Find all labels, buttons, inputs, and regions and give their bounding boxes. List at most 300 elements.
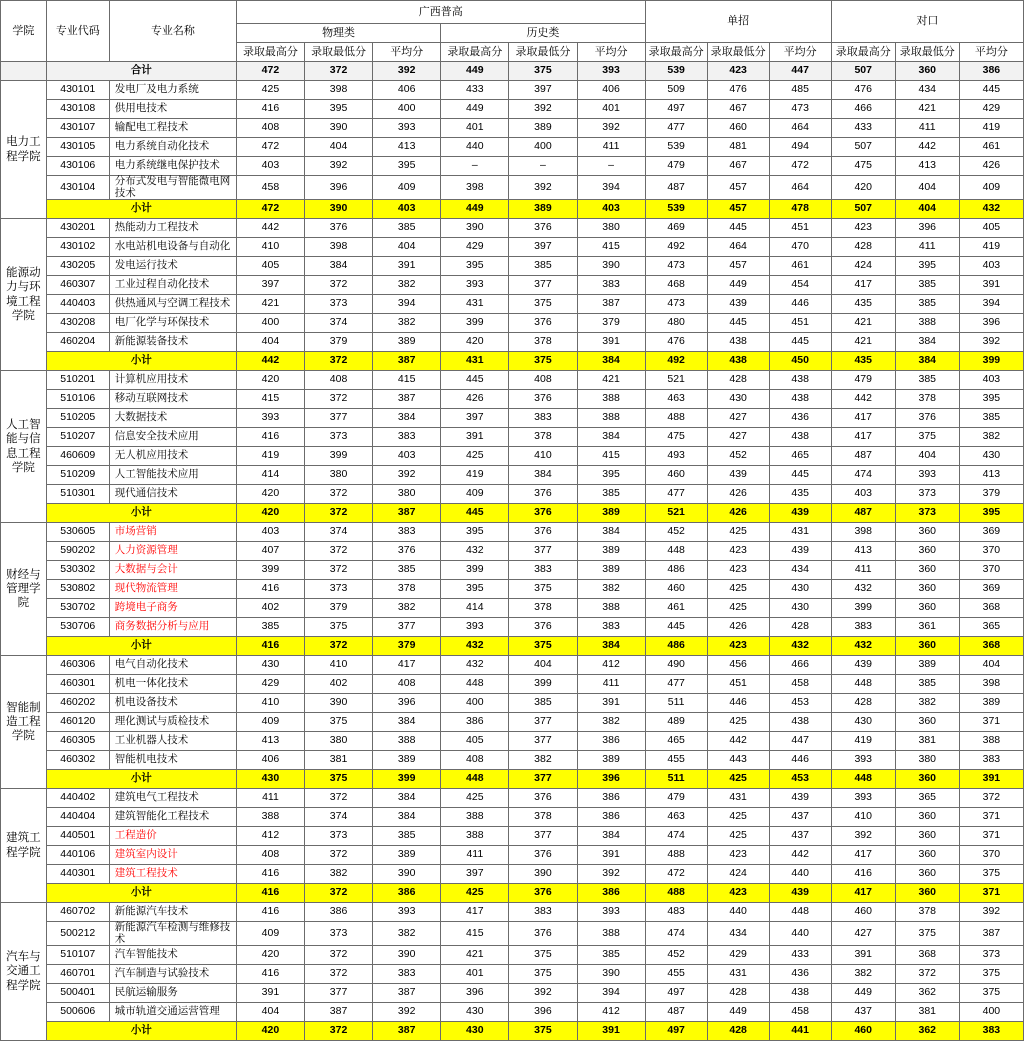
score-cell-1: 377: [305, 409, 373, 428]
college-name-2: 人工智能与信息工程学院: [1, 371, 47, 523]
score-cell-11: 372: [959, 789, 1023, 808]
score-cell-11: 373: [959, 946, 1023, 965]
subtotal-value-8: 450: [769, 352, 831, 371]
score-cell-5: 389: [577, 542, 645, 561]
score-cell-4: 385: [509, 694, 577, 713]
table-row-subtotal: [1, 200, 1024, 219]
score-cell-1: 380: [305, 466, 373, 485]
score-cell-9: 433: [831, 119, 895, 138]
score-cell-5: 390: [577, 965, 645, 984]
score-cell-4: 376: [509, 846, 577, 865]
major-name: 民航运输服务: [109, 984, 236, 1003]
score-cell-1: 395: [305, 100, 373, 119]
score-cell-8: 439: [769, 789, 831, 808]
score-cell-11: 403: [959, 257, 1023, 276]
major-code: 430101: [46, 81, 109, 100]
score-cell-10: 393: [895, 466, 959, 485]
score-cell-8: 448: [769, 903, 831, 922]
score-cell-7: 423: [707, 561, 769, 580]
subtotal-value-8: 439: [769, 884, 831, 903]
score-cell-4: 378: [509, 333, 577, 352]
score-cell-10: 411: [895, 119, 959, 138]
subtotal-value-0: 442: [236, 352, 304, 371]
score-cell-5: 412: [577, 1003, 645, 1022]
score-cell-3: 432: [441, 542, 509, 561]
score-cell-6: 487: [645, 1003, 707, 1022]
table-row: [1, 119, 1024, 138]
score-cell-6: 497: [645, 100, 707, 119]
score-cell-0: 412: [236, 827, 304, 846]
major-code: 460120: [46, 713, 109, 732]
score-cell-11: 426: [959, 157, 1023, 176]
major-name: 建筑智能化工程技术: [109, 808, 236, 827]
score-cell-4: 377: [509, 276, 577, 295]
score-cell-7: 440: [707, 903, 769, 922]
score-cell-2: 382: [373, 922, 441, 946]
major-name: 机电一体化技术: [109, 675, 236, 694]
score-cell-0: 391: [236, 984, 304, 1003]
subtotal-value-3: 432: [441, 637, 509, 656]
score-cell-7: 476: [707, 81, 769, 100]
score-cell-7: 425: [707, 808, 769, 827]
table-row: [1, 523, 1024, 542]
major-name: 跨境电子商务: [109, 599, 236, 618]
score-cell-2: 406: [373, 81, 441, 100]
score-cell-3: 395: [441, 580, 509, 599]
subtotal-value-2: 387: [373, 352, 441, 371]
college-name-3: 财经与管理学院: [1, 523, 47, 656]
score-cell-0: 430: [236, 656, 304, 675]
subtotal-value-7: 438: [707, 352, 769, 371]
table-row: [1, 333, 1024, 352]
subtotal-value-10: 360: [895, 884, 959, 903]
score-cell-8: 451: [769, 219, 831, 238]
score-cell-4: 376: [509, 219, 577, 238]
score-cell-4: 397: [509, 81, 577, 100]
score-cell-2: 392: [373, 1003, 441, 1022]
subtotal-value-0: 420: [236, 1022, 304, 1041]
score-cell-6: 477: [645, 675, 707, 694]
score-cell-0: 403: [236, 157, 304, 176]
table-row: [1, 903, 1024, 922]
score-cell-5: 411: [577, 138, 645, 157]
score-cell-4: 397: [509, 238, 577, 257]
score-cell-4: 378: [509, 599, 577, 618]
score-cell-0: 416: [236, 428, 304, 447]
score-cell-7: 445: [707, 219, 769, 238]
subtotal-value-3: 449: [441, 200, 509, 219]
subtotal-label: 小计: [46, 200, 236, 219]
score-cell-3: 399: [441, 314, 509, 333]
score-cell-3: 429: [441, 238, 509, 257]
score-cell-6: 521: [645, 371, 707, 390]
score-cell-0: 405: [236, 257, 304, 276]
total-label: 合计: [46, 62, 236, 81]
score-cell-8: 437: [769, 808, 831, 827]
score-cell-7: 449: [707, 1003, 769, 1022]
score-cell-0: 409: [236, 713, 304, 732]
score-cell-3: 411: [441, 846, 509, 865]
score-cell-7: 467: [707, 100, 769, 119]
score-cell-5: 383: [577, 618, 645, 637]
score-cell-2: 403: [373, 447, 441, 466]
score-cell-11: 430: [959, 447, 1023, 466]
major-name: 供热通风与空调工程技术: [109, 295, 236, 314]
score-cell-1: 398: [305, 81, 373, 100]
major-name: 计算机应用技术: [109, 371, 236, 390]
score-cell-6: 486: [645, 561, 707, 580]
score-cell-5: 401: [577, 100, 645, 119]
subtotal-value-9: 448: [831, 770, 895, 789]
score-cell-11: 371: [959, 808, 1023, 827]
score-cell-11: 383: [959, 751, 1023, 770]
score-cell-11: 403: [959, 371, 1023, 390]
score-cell-3: 445: [441, 371, 509, 390]
score-cell-2: 395: [373, 157, 441, 176]
major-name: 水电站机电设备与自动化: [109, 238, 236, 257]
score-cell-2: 377: [373, 618, 441, 637]
header-phys-max: 录取最高分: [236, 43, 304, 62]
score-cell-7: 425: [707, 827, 769, 846]
major-name: 汽车智能技术: [109, 946, 236, 965]
subtotal-value-5: 396: [577, 770, 645, 789]
score-cell-5: 387: [577, 295, 645, 314]
major-code: 430107: [46, 119, 109, 138]
score-cell-7: 427: [707, 428, 769, 447]
score-cell-5: 380: [577, 219, 645, 238]
score-cell-2: 390: [373, 865, 441, 884]
score-cell-5: 391: [577, 333, 645, 352]
score-cell-11: 368: [959, 599, 1023, 618]
score-cell-6: 468: [645, 276, 707, 295]
score-cell-3: 421: [441, 946, 509, 965]
score-cell-9: 430: [831, 713, 895, 732]
score-cell-2: 385: [373, 219, 441, 238]
score-cell-0: 420: [236, 371, 304, 390]
score-cell-4: 378: [509, 808, 577, 827]
college-name-1: 能源动力与环境工程学院: [1, 219, 47, 371]
score-cell-2: 417: [373, 656, 441, 675]
major-name: 移动互联网技术: [109, 390, 236, 409]
subtotal-value-7: 423: [707, 637, 769, 656]
total-value-6: 539: [645, 62, 707, 81]
score-cell-6: 473: [645, 295, 707, 314]
score-cell-8: 446: [769, 295, 831, 314]
score-cell-8: 447: [769, 732, 831, 751]
score-cell-3: 417: [441, 903, 509, 922]
major-code: 510106: [46, 390, 109, 409]
score-cell-10: 376: [895, 409, 959, 428]
score-cell-2: 384: [373, 409, 441, 428]
major-code: 440501: [46, 827, 109, 846]
major-name: 智能机电技术: [109, 751, 236, 770]
score-cell-6: 477: [645, 485, 707, 504]
score-cell-8: 465: [769, 447, 831, 466]
score-cell-10: 411: [895, 238, 959, 257]
score-cell-8: 472: [769, 157, 831, 176]
total-value-11: 386: [959, 62, 1023, 81]
score-cell-10: 360: [895, 542, 959, 561]
table-row: [1, 808, 1024, 827]
subtotal-value-2: 379: [373, 637, 441, 656]
score-cell-5: 421: [577, 371, 645, 390]
score-cell-6: 474: [645, 827, 707, 846]
score-cell-9: 421: [831, 314, 895, 333]
score-cell-7: 464: [707, 238, 769, 257]
total-value-2: 392: [373, 62, 441, 81]
subtotal-value-11: 383: [959, 1022, 1023, 1041]
score-cell-7: 443: [707, 751, 769, 770]
score-cell-8: 440: [769, 922, 831, 946]
score-cell-8: 436: [769, 965, 831, 984]
score-cell-5: 388: [577, 409, 645, 428]
score-cell-11: 389: [959, 694, 1023, 713]
score-cell-1: 399: [305, 447, 373, 466]
score-cell-7: 439: [707, 466, 769, 485]
college-name-0: 电力工程学院: [1, 81, 47, 219]
score-cell-10: 382: [895, 694, 959, 713]
table-row: [1, 656, 1024, 675]
score-cell-9: 410: [831, 808, 895, 827]
score-cell-6: 479: [645, 789, 707, 808]
score-cell-3: 440: [441, 138, 509, 157]
subtotal-value-8: 453: [769, 770, 831, 789]
major-name: 大数据技术: [109, 409, 236, 428]
score-cell-11: 370: [959, 846, 1023, 865]
score-cell-2: 389: [373, 846, 441, 865]
total-value-3: 449: [441, 62, 509, 81]
header-hist-min: 录取最低分: [509, 43, 577, 62]
score-cell-11: 371: [959, 827, 1023, 846]
score-cell-10: 380: [895, 751, 959, 770]
subtotal-value-11: 371: [959, 884, 1023, 903]
subtotal-value-10: 362: [895, 1022, 959, 1041]
subtotal-value-10: 373: [895, 504, 959, 523]
score-cell-11: 375: [959, 865, 1023, 884]
score-cell-4: 392: [509, 984, 577, 1003]
major-name: 输配电工程技术: [109, 119, 236, 138]
score-cell-8: 446: [769, 751, 831, 770]
score-cell-9: 416: [831, 865, 895, 884]
table-row: [1, 713, 1024, 732]
table-row: [1, 100, 1024, 119]
score-cell-0: 393: [236, 409, 304, 428]
score-cell-0: 415: [236, 390, 304, 409]
major-name: 商务数据分析与应用: [109, 618, 236, 637]
score-cell-5: 386: [577, 732, 645, 751]
score-cell-5: 415: [577, 238, 645, 257]
score-cell-3: 449: [441, 100, 509, 119]
score-cell-8: 430: [769, 580, 831, 599]
score-cell-8: 435: [769, 485, 831, 504]
score-cell-10: 421: [895, 100, 959, 119]
subtotal-value-1: 372: [305, 352, 373, 371]
major-name: 电气自动化技术: [109, 656, 236, 675]
table-row: [1, 984, 1024, 1003]
score-cell-6: 479: [645, 157, 707, 176]
major-code: 460609: [46, 447, 109, 466]
subtotal-value-10: 360: [895, 770, 959, 789]
subtotal-value-3: 431: [441, 352, 509, 371]
major-name: 市场营销: [109, 523, 236, 542]
score-cell-10: 360: [895, 523, 959, 542]
header-subgroup-history: 历史类: [441, 24, 645, 43]
subtotal-value-5: 384: [577, 637, 645, 656]
score-cell-0: 402: [236, 599, 304, 618]
table-row-subtotal: [1, 504, 1024, 523]
score-cell-1: 372: [305, 846, 373, 865]
score-cell-7: 439: [707, 295, 769, 314]
score-cell-11: 382: [959, 428, 1023, 447]
score-cell-10: 360: [895, 561, 959, 580]
major-name: 工业机器人技术: [109, 732, 236, 751]
score-cell-3: 431: [441, 295, 509, 314]
subtotal-value-0: 472: [236, 200, 304, 219]
score-cell-1: 390: [305, 694, 373, 713]
subtotal-value-2: 387: [373, 504, 441, 523]
score-cell-11: 396: [959, 314, 1023, 333]
score-cell-9: 413: [831, 542, 895, 561]
major-name: 建筑室内设计: [109, 846, 236, 865]
header-phys-min: 录取最低分: [305, 43, 373, 62]
major-name: 新能源汽车检测与维修技术: [109, 922, 236, 946]
score-cell-6: 465: [645, 732, 707, 751]
subtotal-value-0: 420: [236, 504, 304, 523]
header-major-code: 专业代码: [46, 1, 109, 62]
subtotal-value-7: 426: [707, 504, 769, 523]
total-value-1: 372: [305, 62, 373, 81]
score-cell-1: 373: [305, 295, 373, 314]
score-cell-10: 365: [895, 789, 959, 808]
table-row: [1, 580, 1024, 599]
score-cell-8: 442: [769, 846, 831, 865]
score-cell-11: 375: [959, 984, 1023, 1003]
subtotal-value-11: 399: [959, 352, 1023, 371]
score-cell-1: 398: [305, 238, 373, 257]
major-name: 建筑工程技术: [109, 865, 236, 884]
subtotal-value-11: 391: [959, 770, 1023, 789]
score-cell-7: 427: [707, 409, 769, 428]
score-cell-9: 439: [831, 656, 895, 675]
score-cell-11: 370: [959, 561, 1023, 580]
score-cell-0: 472: [236, 138, 304, 157]
score-cell-0: 407: [236, 542, 304, 561]
table-row: [1, 599, 1024, 618]
table-row: [1, 219, 1024, 238]
score-cell-0: 400: [236, 314, 304, 333]
score-cell-9: 383: [831, 618, 895, 637]
major-name: 大数据与会计: [109, 561, 236, 580]
score-cell-10: 404: [895, 176, 959, 200]
score-cell-3: 448: [441, 675, 509, 694]
score-cell-6: 455: [645, 965, 707, 984]
score-cell-10: 389: [895, 656, 959, 675]
score-cell-7: 481: [707, 138, 769, 157]
score-cell-6: 497: [645, 984, 707, 1003]
score-cell-2: 384: [373, 713, 441, 732]
score-cell-6: 539: [645, 138, 707, 157]
score-cell-7: 428: [707, 371, 769, 390]
score-cell-8: 454: [769, 276, 831, 295]
table-row: [1, 428, 1024, 447]
score-cell-7: 429: [707, 946, 769, 965]
major-code: 430105: [46, 138, 109, 157]
score-cell-6: 490: [645, 656, 707, 675]
major-name: 理化测试与质检技术: [109, 713, 236, 732]
score-cell-8: 440: [769, 865, 831, 884]
score-cell-10: 360: [895, 580, 959, 599]
score-cell-5: 386: [577, 789, 645, 808]
score-cell-9: 419: [831, 732, 895, 751]
subtotal-label: 小计: [46, 1022, 236, 1041]
score-cell-0: 421: [236, 295, 304, 314]
score-cell-5: 415: [577, 447, 645, 466]
score-cell-7: 425: [707, 713, 769, 732]
major-code: 530605: [46, 523, 109, 542]
score-cell-6: 476: [645, 333, 707, 352]
major-name: 现代通信技术: [109, 485, 236, 504]
score-cell-3: 401: [441, 119, 509, 138]
score-cell-5: 389: [577, 561, 645, 580]
major-name: 工业过程自动化技术: [109, 276, 236, 295]
major-code: 460302: [46, 751, 109, 770]
score-cell-7: 460: [707, 119, 769, 138]
score-cell-6: 460: [645, 580, 707, 599]
score-cell-2: 415: [373, 371, 441, 390]
score-cell-3: 405: [441, 732, 509, 751]
subtotal-value-6: 492: [645, 352, 707, 371]
subtotal-value-4: 376: [509, 884, 577, 903]
score-cell-0: 410: [236, 694, 304, 713]
score-cell-0: 414: [236, 466, 304, 485]
score-cell-4: 376: [509, 789, 577, 808]
score-cell-4: 376: [509, 523, 577, 542]
score-cell-1: 387: [305, 1003, 373, 1022]
score-cell-3: 388: [441, 827, 509, 846]
score-cell-4: 376: [509, 390, 577, 409]
score-cell-4: 399: [509, 675, 577, 694]
score-cell-4: 377: [509, 542, 577, 561]
score-cell-11: 461: [959, 138, 1023, 157]
header-dk-min: 录取最低分: [895, 43, 959, 62]
subtotal-value-0: 416: [236, 637, 304, 656]
score-cell-6: 455: [645, 751, 707, 770]
score-cell-9: 487: [831, 447, 895, 466]
score-cell-10: 360: [895, 808, 959, 827]
subtotal-value-9: 435: [831, 352, 895, 371]
score-cell-2: 382: [373, 276, 441, 295]
major-name: 热能动力工程技术: [109, 219, 236, 238]
subtotal-value-5: 389: [577, 504, 645, 523]
score-cell-2: 383: [373, 523, 441, 542]
total-value-8: 447: [769, 62, 831, 81]
score-cell-3: 395: [441, 257, 509, 276]
score-cell-0: 397: [236, 276, 304, 295]
score-cell-11: 429: [959, 100, 1023, 119]
score-cell-9: 403: [831, 485, 895, 504]
score-cell-9: 479: [831, 371, 895, 390]
score-cell-7: 446: [707, 694, 769, 713]
major-code: 430108: [46, 100, 109, 119]
score-cell-1: 384: [305, 257, 373, 276]
score-cell-6: 509: [645, 81, 707, 100]
total-value-4: 375: [509, 62, 577, 81]
score-cell-0: 420: [236, 946, 304, 965]
score-cell-7: 457: [707, 257, 769, 276]
score-cell-7: 457: [707, 176, 769, 200]
major-code: 530302: [46, 561, 109, 580]
header-hist-max: 录取最高分: [441, 43, 509, 62]
